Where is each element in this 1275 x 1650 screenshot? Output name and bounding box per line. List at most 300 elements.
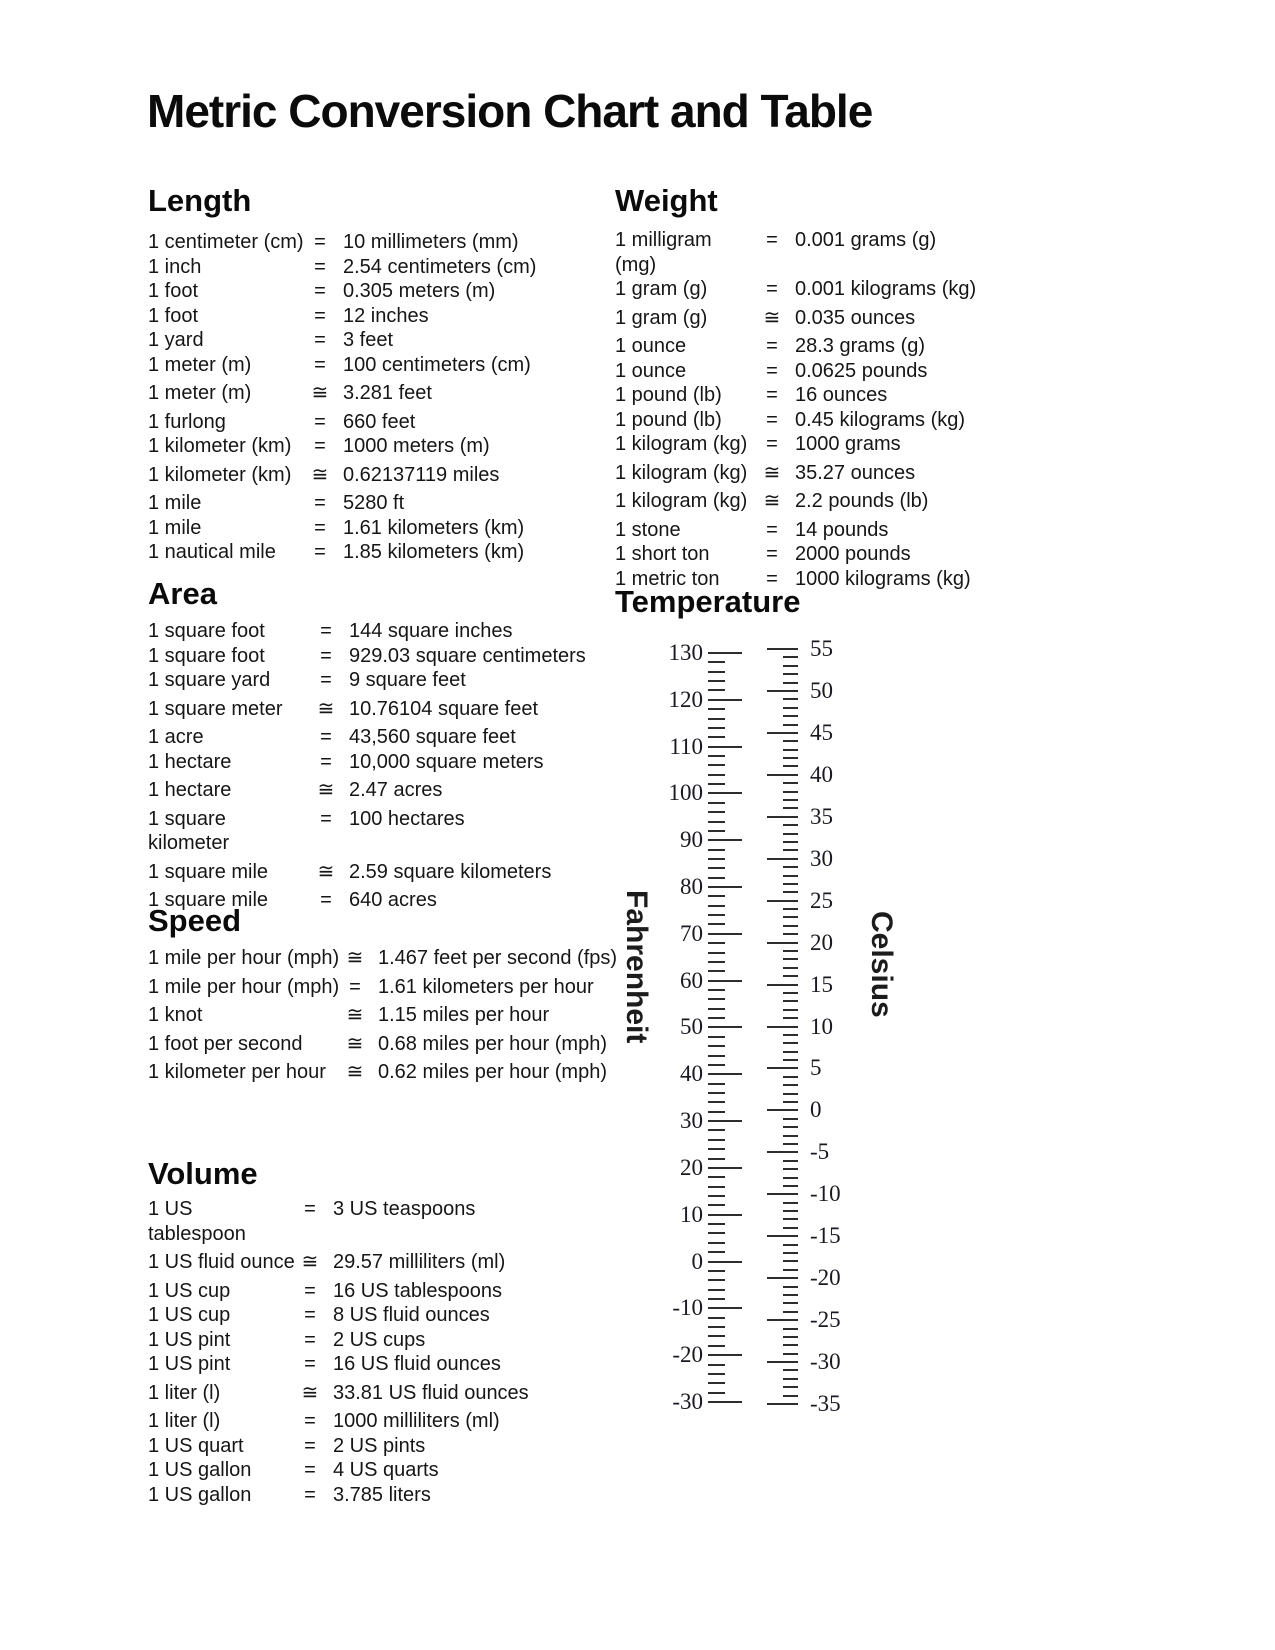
section-temperature	[615, 584, 1095, 620]
row-rel: =	[766, 433, 778, 455]
scale-tick-major	[708, 1214, 742, 1216]
row-rel: ≅	[301, 1381, 319, 1404]
scale-tick-minor	[708, 961, 725, 963]
scale-tick-minor	[708, 905, 725, 907]
scale-tick-minor	[708, 1176, 725, 1178]
scale-tick-label: 130	[668, 640, 703, 665]
row-term: 1 meter (m)	[148, 382, 252, 404]
scale-tick-minor	[708, 942, 725, 944]
row-rel: ≅	[317, 860, 335, 883]
scale-tick-major	[767, 1361, 798, 1363]
conversion-row	[148, 1381, 618, 1406]
conversion-row	[615, 228, 1085, 277]
scale-tick-minor	[708, 1148, 725, 1150]
row-term: 1 short ton	[615, 543, 710, 565]
row-rel: =	[320, 620, 332, 642]
conversion-row	[148, 619, 618, 644]
row-value: 4 US quarts	[333, 1459, 439, 1481]
row-term: 1 square mile	[148, 889, 269, 911]
conversion-row	[148, 668, 618, 693]
row-term: 1 US tablespoon	[148, 1198, 246, 1245]
row-term: 1 US cup	[148, 1279, 231, 1302]
row-value: 144 square inches	[349, 620, 513, 642]
scale-tick-minor	[783, 824, 798, 826]
conversion-row	[148, 279, 618, 304]
row-term: 1 foot	[148, 280, 199, 302]
scale-tick-major	[708, 1073, 742, 1075]
row-rel: =	[320, 889, 332, 911]
scale-tick-major	[708, 652, 742, 654]
scale-tick-minor	[708, 1326, 725, 1328]
section-length	[148, 183, 618, 565]
scale-tick-minor	[783, 1353, 798, 1355]
scale-tick-label: 5	[810, 1055, 822, 1081]
scale-tick-minor	[708, 1232, 725, 1234]
row-term: 1 mile per hour (mph)	[148, 947, 340, 969]
conversion-row	[615, 359, 1085, 384]
row-value: 0.68 miles per hour (mph)	[378, 1032, 607, 1055]
scale-tick-minor	[708, 1008, 725, 1010]
conversion-row	[148, 807, 618, 856]
row-value: 1.15 miles per hour	[378, 1004, 550, 1026]
conversion-row	[148, 1279, 618, 1304]
row-term: 1 centimeter (cm)	[148, 231, 304, 253]
row-rel: ≅	[317, 779, 335, 801]
row-rel: =	[766, 229, 778, 251]
scale-tick-minor	[783, 807, 798, 809]
scale-tick-minor	[783, 1084, 798, 1086]
conversion-row	[148, 328, 618, 353]
scale-tick-label: 90	[680, 827, 703, 853]
row-term: 1 pound (lb)	[615, 408, 722, 431]
row-term: 1 liter (l)	[148, 1410, 221, 1432]
scale-tick-label: 10	[680, 1201, 703, 1227]
row-value: 0.0625 pounds	[795, 359, 928, 382]
scale-tick-major	[708, 792, 742, 794]
row-rel: =	[766, 543, 778, 565]
scale-tick-minor	[783, 740, 798, 742]
scale-tick-minor	[783, 1000, 798, 1002]
scale-tick-minor	[783, 1076, 798, 1078]
scale-tick-minor	[783, 833, 798, 835]
row-term: 1 foot	[148, 304, 199, 327]
conversion-row	[148, 434, 618, 459]
row-term: 1 kilometer per hour	[148, 1061, 326, 1083]
row-term: 1 mile	[148, 516, 202, 539]
scale-tick-major	[708, 933, 742, 935]
row-rel: =	[314, 304, 326, 327]
scale-tick-minor	[708, 1083, 725, 1085]
scale-tick-minor	[783, 1369, 798, 1371]
row-rel: =	[766, 335, 778, 357]
row-term: 1 mile	[148, 492, 202, 514]
row-value: 1.61 kilometers (km)	[343, 516, 525, 539]
conversion-row	[615, 518, 1085, 543]
section-area	[148, 576, 618, 913]
scale-tick-label: 20	[810, 929, 833, 955]
row-term: 1 pound (lb)	[615, 384, 722, 406]
conversion-row	[148, 1328, 618, 1353]
row-value: 2 US cups	[333, 1328, 426, 1351]
conversion-row	[615, 542, 1085, 567]
conversion-row	[148, 860, 618, 885]
conversion-table-length	[148, 230, 618, 565]
scale-tick-minor	[708, 783, 725, 785]
scale-tick-minor	[783, 925, 798, 927]
scale-tick-minor	[783, 682, 798, 684]
scale-tick-minor	[783, 883, 798, 885]
row-rel: =	[320, 669, 332, 691]
row-rel: ≅	[311, 382, 329, 404]
section-heading-temperature: Temperature	[615, 584, 801, 619]
row-rel: =	[314, 255, 326, 278]
scale-tick-minor	[783, 967, 798, 969]
scale-tick-label: 80	[680, 874, 703, 900]
scale-tick-minor	[783, 1101, 798, 1103]
scale-tick-minor	[708, 1364, 725, 1366]
scale-tick-label: 35	[810, 803, 833, 829]
row-rel: =	[320, 644, 332, 667]
scale-tick-minor	[708, 1186, 725, 1188]
row-term: 1 US pint	[148, 1353, 231, 1375]
scale-tick-minor	[708, 970, 725, 972]
conversion-table-area	[148, 619, 618, 913]
row-rel: ≅	[346, 1061, 364, 1083]
row-value: 1000 grams	[795, 433, 901, 455]
scale-tick-minor	[783, 1009, 798, 1011]
row-value: 0.035 ounces	[795, 306, 916, 329]
scale-tick-minor	[783, 715, 798, 717]
scale-tick-minor	[708, 1129, 725, 1131]
scale-tick-label: 30	[680, 1108, 703, 1134]
scale-tick-label: -35	[810, 1391, 841, 1416]
scale-tick-label: -15	[810, 1223, 841, 1249]
row-term: 1 meter (m)	[148, 353, 252, 376]
conversion-row	[148, 778, 618, 803]
scale-tick-minor	[708, 1036, 725, 1038]
section-heading-length: Length	[148, 183, 252, 218]
row-value: 1.85 kilometers (km)	[343, 541, 525, 563]
row-value: 14 pounds	[795, 518, 889, 541]
scale-tick-minor	[783, 757, 798, 759]
scale-tick-label: 40	[680, 1061, 703, 1087]
scale-tick-minor	[783, 1093, 798, 1095]
scale-tick-minor	[708, 914, 725, 916]
row-term: 1 kilometer (km)	[148, 463, 292, 486]
scale-tick-minor	[783, 698, 798, 700]
scale-tick-label: -20	[672, 1342, 703, 1368]
scale-tick-major	[767, 774, 798, 776]
conversion-row	[615, 277, 1085, 302]
row-value: 2.47 acres	[349, 779, 443, 801]
scale-tick-label: 100	[668, 780, 703, 806]
scale-tick-minor	[708, 849, 725, 851]
scale-tick-minor	[783, 1336, 798, 1338]
scale-tick-minor	[708, 689, 725, 691]
row-term: 1 US fluid ounce	[148, 1251, 295, 1273]
row-value: 1000 kilograms (kg)	[795, 567, 971, 590]
row-rel: =	[320, 750, 332, 773]
row-term: 1 ounce	[615, 359, 687, 382]
row-rel: ≅	[763, 461, 781, 484]
scale-tick-major	[708, 1261, 742, 1263]
row-term: 1 gram (g)	[615, 306, 708, 329]
scale-tick-minor	[783, 791, 798, 793]
row-term: 1 furlong	[148, 410, 226, 433]
scale-tick-label: 70	[680, 920, 703, 946]
scale-tick-label: 110	[669, 733, 703, 759]
scale-tick-major	[767, 1319, 798, 1321]
scale-tick-major	[767, 942, 798, 944]
scale-tick-minor	[708, 1345, 725, 1347]
scale-tick-major	[708, 1120, 742, 1122]
scale-tick-minor	[783, 950, 798, 952]
scale-tick-minor	[783, 866, 798, 868]
row-value: 35.27 ounces	[795, 461, 916, 484]
scale-tick-major	[767, 732, 798, 734]
row-term: 1 acre	[148, 726, 204, 748]
scale-tick-minor	[708, 1045, 725, 1047]
scale-tick-minor	[783, 958, 798, 960]
scale-tick-label: -10	[810, 1181, 841, 1207]
scale-tick-minor	[783, 1386, 798, 1388]
row-value: 0.45 kilograms (kg)	[795, 408, 966, 431]
row-term: 1 stone	[615, 518, 681, 541]
row-value: 28.3 grams (g)	[795, 335, 926, 357]
scale-tick-label: -30	[672, 1388, 703, 1414]
row-value: 1.467 feet per second (fps)	[378, 947, 618, 969]
scale-tick-major	[767, 1109, 798, 1111]
row-value: 10 millimeters (mm)	[343, 231, 519, 253]
scale-tick-minor	[708, 1392, 725, 1394]
row-value: 0.62 miles per hour (mph)	[378, 1061, 607, 1083]
scale-tick-minor	[708, 1373, 725, 1375]
section-weight	[615, 183, 1085, 591]
scale-tick-minor	[708, 1279, 725, 1281]
row-value: 2.59 square kilometers	[349, 860, 552, 883]
scale-tick-minor	[783, 1328, 798, 1330]
conversion-row	[148, 644, 618, 669]
row-rel: =	[349, 975, 361, 998]
scale-tick-major	[767, 1026, 798, 1028]
conversion-row	[615, 432, 1085, 457]
scale-tick-minor	[783, 1244, 798, 1246]
row-term: 1 US quart	[148, 1434, 244, 1457]
conversion-table-weight	[615, 228, 1085, 591]
scale-tick-minor	[708, 1335, 725, 1337]
row-value: 660 feet	[343, 410, 416, 433]
row-value: 929.03 square centimeters	[349, 644, 586, 667]
scale-tick-minor	[783, 1395, 798, 1397]
scale-tick-minor	[708, 1270, 725, 1272]
row-rel: ≅	[346, 947, 364, 969]
scale-tick-minor	[708, 1111, 725, 1113]
scale-tick-major	[708, 980, 742, 982]
row-value: 16 US tablespoons	[333, 1279, 503, 1302]
row-rel: =	[314, 329, 326, 351]
row-term: 1 ounce	[615, 335, 687, 357]
conversion-table-volume	[148, 1197, 618, 1507]
scale-tick-minor	[708, 830, 725, 832]
row-value: 1000 milliliters (ml)	[333, 1410, 500, 1432]
scale-tick-label: 0	[810, 1097, 822, 1123]
scale-tick-label: -30	[810, 1349, 841, 1375]
row-rel: =	[314, 541, 326, 563]
row-rel: ≅	[346, 1004, 364, 1026]
scale-tick-label: -25	[810, 1307, 841, 1333]
row-term: 1 square mile	[148, 860, 269, 883]
celsius-axis-label: Celsius	[865, 911, 898, 1018]
conversion-row	[615, 334, 1085, 359]
scale-tick-minor	[708, 1289, 725, 1291]
conversion-row	[148, 1434, 618, 1459]
row-term: 1 metric ton	[615, 567, 720, 590]
conversion-row	[148, 750, 618, 775]
row-term: 1 liter (l)	[148, 1381, 221, 1404]
row-value: 1000 meters (m)	[343, 435, 490, 457]
scale-tick-minor	[783, 673, 798, 675]
scale-tick-minor	[783, 1118, 798, 1120]
scale-tick-minor	[708, 1139, 725, 1141]
row-value: 2000 pounds	[795, 543, 911, 565]
row-rel: =	[314, 280, 326, 302]
scale-tick-minor	[783, 665, 798, 667]
scale-tick-minor	[783, 1135, 798, 1137]
row-term: 1 square meter	[148, 697, 283, 720]
row-rel: ≅	[311, 463, 329, 486]
scale-tick-major	[767, 858, 798, 860]
scale-tick-minor	[783, 1168, 798, 1170]
scale-tick-minor	[783, 1177, 798, 1179]
scale-tick-label: -5	[810, 1139, 830, 1165]
row-rel: =	[314, 516, 326, 539]
conversion-row	[148, 1032, 618, 1057]
conversion-row	[615, 489, 1085, 514]
scale-tick-major	[708, 1354, 742, 1356]
conversion-row	[148, 381, 618, 406]
scale-tick-label: -10	[672, 1295, 703, 1321]
scale-tick-major	[767, 816, 798, 818]
scale-tick-label: 40	[810, 761, 833, 787]
section-volume	[148, 1156, 618, 1507]
scale-tick-minor	[783, 891, 798, 893]
row-term: 1 knot	[148, 1004, 203, 1026]
row-rel: =	[314, 492, 326, 514]
scale-tick-minor	[783, 1286, 798, 1288]
scale-tick-minor	[783, 1017, 798, 1019]
row-rel: =	[304, 1279, 316, 1302]
conversion-row	[148, 1352, 618, 1377]
page-title: Metric Conversion Chart and Table	[147, 85, 873, 137]
row-rel: =	[304, 1328, 316, 1351]
scale-tick-label: 25	[810, 887, 833, 913]
row-term: 1 yard	[148, 329, 204, 351]
scale-tick-minor	[708, 811, 725, 813]
conversion-row	[615, 461, 1085, 486]
row-value: 10.76104 square feet	[349, 697, 539, 720]
scale-tick-minor	[708, 989, 725, 991]
scale-tick-label: 120	[668, 686, 703, 712]
scale-tick-minor	[783, 841, 798, 843]
row-term: 1 square foot	[148, 644, 265, 667]
scale-tick-minor	[783, 1311, 798, 1313]
row-rel: =	[766, 278, 778, 300]
row-value: 3.281 feet	[343, 382, 432, 404]
section-heading-area: Area	[148, 576, 217, 611]
row-rel: ≅	[317, 697, 335, 720]
scale-tick-minor	[783, 1210, 798, 1212]
row-value: 33.81 US fluid ounces	[333, 1381, 529, 1404]
scale-tick-minor	[783, 1126, 798, 1128]
row-value: 5280 ft	[343, 492, 405, 514]
row-term: 1 US cup	[148, 1304, 231, 1326]
scale-tick-minor	[708, 680, 725, 682]
conversion-row	[148, 1483, 618, 1508]
scale-tick-minor	[708, 1317, 725, 1319]
row-rel: =	[304, 1434, 316, 1457]
conversion-row	[148, 410, 618, 435]
row-value: 16 US fluid ounces	[333, 1353, 501, 1375]
scale-tick-minor	[783, 1143, 798, 1145]
scale-tick-major	[708, 1401, 742, 1403]
row-value: 10,000 square meters	[349, 750, 544, 773]
conversion-row	[148, 946, 618, 971]
scale-tick-minor	[783, 1051, 798, 1053]
scale-tick-minor	[783, 1160, 798, 1162]
scale-tick-major	[767, 984, 798, 986]
scale-tick-minor	[783, 1378, 798, 1380]
row-rel: =	[304, 1198, 316, 1220]
scale-tick-minor	[708, 755, 725, 757]
conversion-row	[148, 1409, 618, 1434]
scale-tick-minor	[783, 782, 798, 784]
scale-tick-label: 15	[810, 971, 833, 997]
scale-tick-major	[767, 1193, 798, 1195]
conversion-row	[615, 408, 1085, 433]
row-term: 1 square foot	[148, 620, 265, 642]
row-term: 1 kilogram (kg)	[615, 461, 748, 484]
scale-tick-minor	[708, 802, 725, 804]
scale-tick-minor	[708, 923, 725, 925]
scale-tick-minor	[708, 895, 725, 897]
scale-tick-major	[767, 1235, 798, 1237]
scale-tick-minor	[708, 671, 725, 673]
scale-tick-minor	[708, 1195, 725, 1197]
conversion-row	[148, 491, 618, 516]
scale-tick-minor	[708, 708, 725, 710]
conversion-row	[615, 383, 1085, 408]
row-term: 1 US gallon	[148, 1459, 252, 1481]
conversion-row	[148, 463, 618, 488]
scale-tick-minor	[708, 1382, 725, 1384]
row-rel: =	[304, 1353, 316, 1375]
row-rel: =	[314, 435, 326, 457]
scale-tick-minor	[708, 718, 725, 720]
scale-tick-minor	[708, 858, 725, 860]
row-value: 2.54 centimeters (cm)	[343, 255, 537, 278]
row-term: 1 inch	[148, 255, 202, 278]
row-rel: ≅	[763, 490, 781, 512]
scale-tick-minor	[783, 1294, 798, 1296]
row-rel: =	[304, 1459, 316, 1481]
scale-tick-minor	[708, 867, 725, 869]
scale-tick-minor	[708, 952, 725, 954]
scale-tick-minor	[708, 1158, 725, 1160]
row-rel: ≅	[763, 306, 781, 329]
row-rel: =	[304, 1304, 316, 1326]
row-rel: =	[304, 1410, 316, 1432]
scale-tick-minor	[708, 1242, 725, 1244]
